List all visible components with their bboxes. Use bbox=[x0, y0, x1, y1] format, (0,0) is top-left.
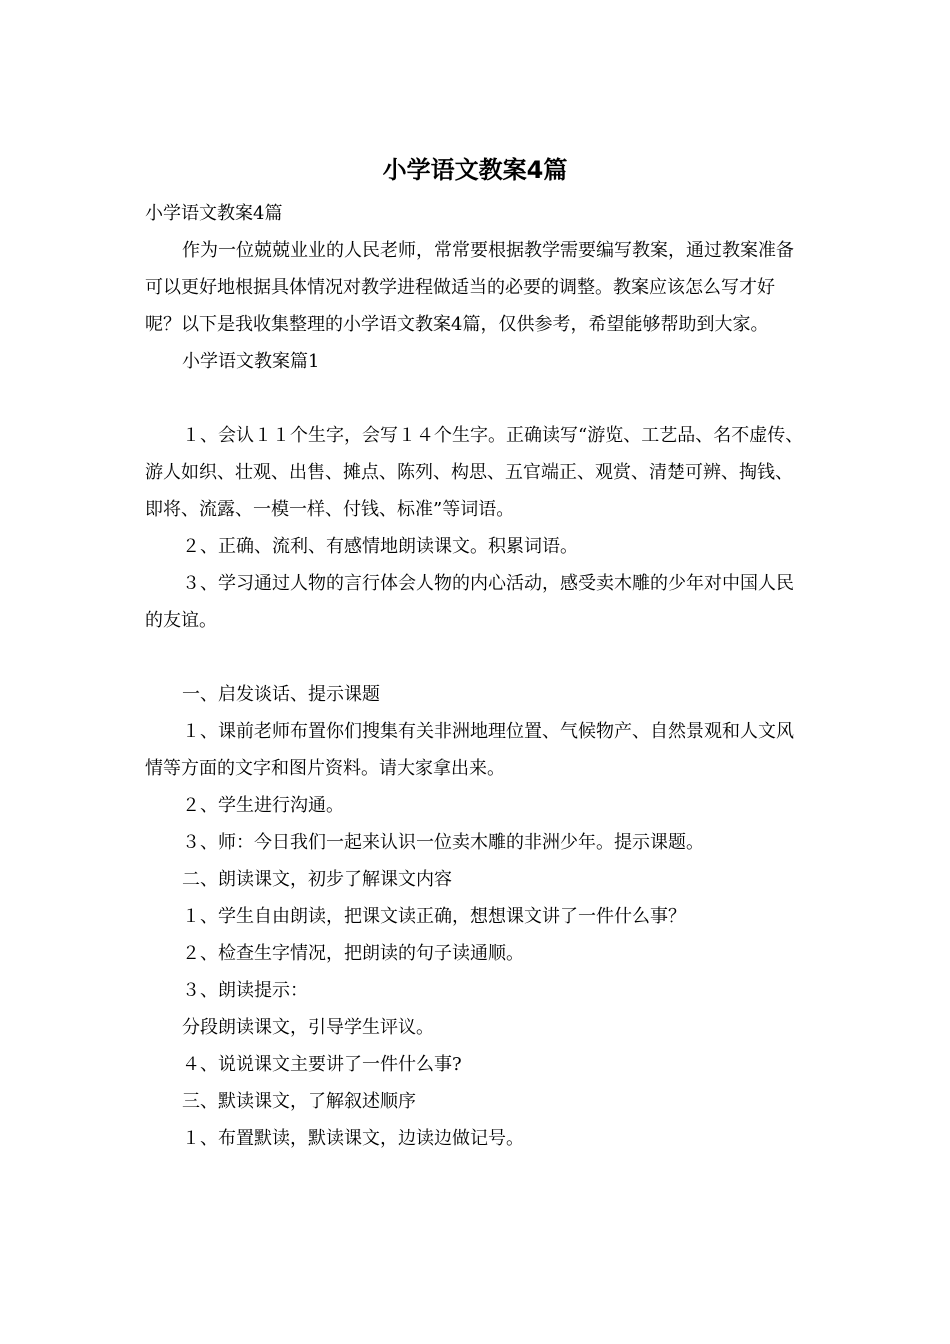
intro-paragraph: 作为一位兢兢业业的人民老师，常常要根据教学需要编写教案，通过教案准备可以更好地根据具体情况对教学进程做适当的必要的调整。教案应该怎么写才好呢？以下是我收集整理的小学语文教案4篇，仅供参考，希望能够帮助到大家。 bbox=[145, 240, 794, 335]
process-item: ２、检查生字情况，把朗读的句子读通顺。 bbox=[182, 943, 524, 964]
process-item: １、学生自由朗读，把课文读正确，想想课文讲了一件什么事？ bbox=[182, 906, 686, 927]
document-body bbox=[145, 195, 808, 1157]
process-item: ３、朗读提示： bbox=[182, 980, 308, 1001]
document-title: 小学语文教案4篇 bbox=[382, 156, 568, 184]
process-item: 分段朗读课文，引导学生评议。 bbox=[182, 1017, 434, 1038]
process-heading: 一、启发谈话、提示课题 bbox=[182, 684, 380, 705]
process-heading: 三、默读课文，了解叙述顺序 bbox=[182, 1091, 416, 1112]
blank-line bbox=[145, 639, 808, 676]
goal-item: １、会认１１个生字，会写１４个生字。正确读写“游览、工艺品、名不虚传、游人如织、壮观、出售、摊点、陈列、构思、五官端正、观赏、清楚可辨、掏钱、即将、流露、一模一样、付钱、标准”等词语。 bbox=[145, 425, 804, 520]
goal-item: ３、学习通过人物的言行体会人物的内心活动，感受卖木雕的少年对中国人民的友谊。 bbox=[145, 573, 794, 631]
blank-line bbox=[145, 380, 808, 417]
goal-item: ２、正确、流利、有感情地朗读课文。积累词语。 bbox=[182, 536, 578, 557]
subtitle-line: 小学语文教案4篇 bbox=[145, 203, 283, 224]
process-heading: 二、朗读课文，初步了解课文内容 bbox=[182, 869, 452, 890]
process-item: １、布置默读，默读课文，边读边做记号。 bbox=[182, 1128, 524, 1149]
process-item: １、课前老师布置你们搜集有关非洲地理位置、气候物产、自然景观和人文风情等方面的文字和图片资料。请大家拿出来。 bbox=[145, 721, 794, 779]
process-item: ２、学生进行沟通。 bbox=[182, 795, 344, 816]
process-item: ３、师：今日我们一起来认识一位卖木雕的非洲少年。提示课题。 bbox=[182, 832, 704, 853]
process-item: ４、说说课文主要讲了一件什么事? bbox=[182, 1054, 462, 1075]
section-heading: 小学语文教案篇1 bbox=[182, 351, 320, 372]
